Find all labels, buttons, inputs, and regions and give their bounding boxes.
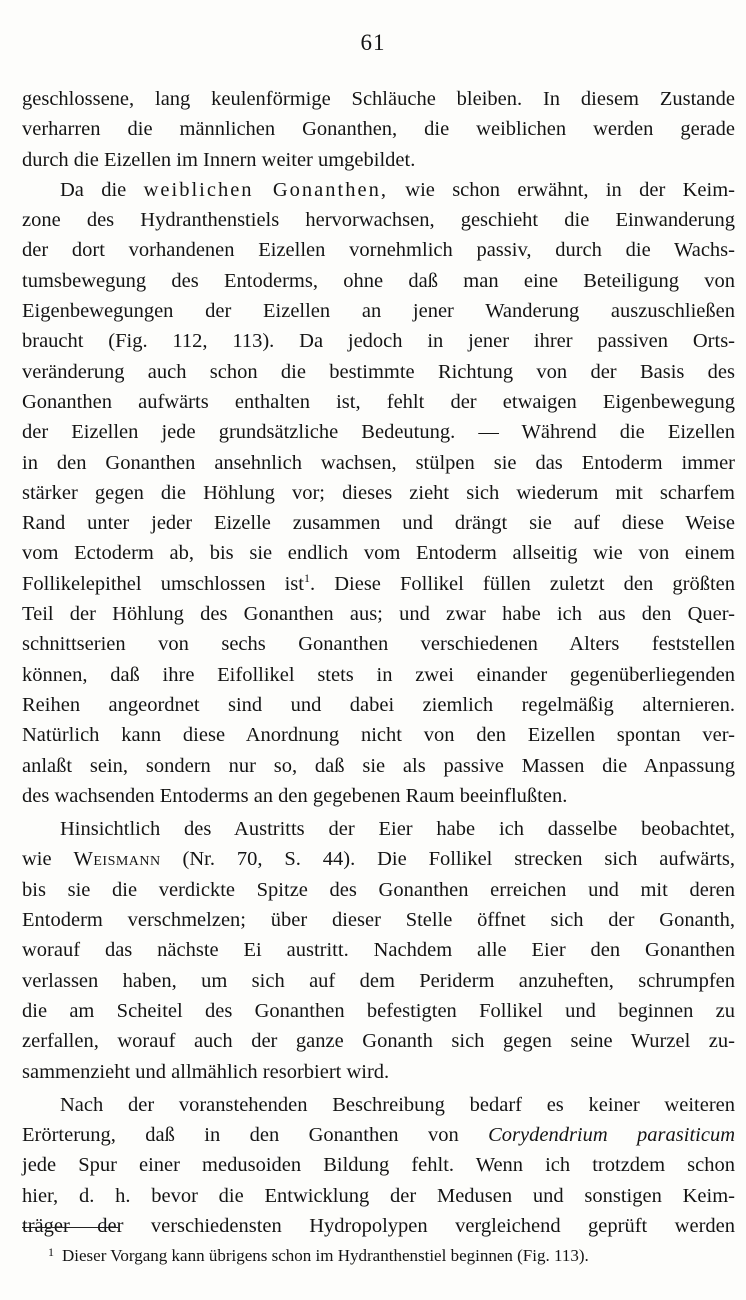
text-line: tumsbewegung des Entoderms, ohne daß man eine Beteiligung von <box>22 269 735 292</box>
species-name: Corydendrium parasiticum <box>488 1124 736 1147</box>
text-line: des wachsenden Entoderms an den gegebenen Raum beeinflußten. <box>22 784 568 807</box>
text-line: Hinsichtlich des Austritts der Eier habe ich dasselbe beobachtet, <box>60 818 735 841</box>
text-line: verlassen haben, um sich auf dem Periderm anzuheften, schrumpfen <box>22 969 735 992</box>
text-line: träger der verschiedensten Hydropolypen vergleichend geprüft werden <box>22 1214 735 1237</box>
text-line: vom Ectoderm ab, bis sie endlich vom Entoderm allseitig wie von einem <box>22 542 735 565</box>
text-line: Nach der voranstehenden Beschreibung bedarf es keiner weiteren <box>60 1093 735 1116</box>
text-line: Teil der Höhlung des Gonanthen aus; und zwar habe ich aus den Quer- <box>22 603 735 626</box>
text-line: durch die Eizellen im Innern weiter umgebildet. <box>22 148 416 171</box>
text-line: jede Spur einer medusoiden Bildung fehlt. Wenn ich trotzdem schon <box>22 1154 735 1177</box>
text-line: zone des Hydranthenstiels hervorwachsen, geschieht die Einwanderung <box>22 209 735 232</box>
text-line: braucht (Fig. 112, 113). Da jedoch in jener ihrer passiven Orts- <box>22 330 735 353</box>
text-line: können, daß ihre Eifollikel stets in zwei einander gegenüberliegenden <box>22 663 735 686</box>
text-line: der Eizellen jede grundsätzliche Bedeutung. — Während die Eizellen <box>22 421 735 444</box>
footnote-text: Dieser Vorgang kann übrigens schon im Hydranthenstiel beginnen (Fig. 113). <box>62 1246 589 1265</box>
text-line: wie Weismann (Nr. 70, S. 44). Die Follikel strecken sich aufwärts, <box>22 848 736 871</box>
text-line: der dort vorhandenen Eizellen vornehmlich passiv, durch die Wachs- <box>22 239 735 262</box>
text-line: anlaßt sein, sondern nur so, daß sie als passive Massen die Anpassung <box>22 754 735 777</box>
text-line: Erörterung, daß in den Gonanthen von Corydendrium parasiticum <box>22 1124 736 1147</box>
emphasis-spaced: weiblichen Gonanthen, <box>143 178 388 201</box>
footnote-divider <box>22 1227 118 1228</box>
body-text <box>22 84 735 1241</box>
author-name: Weismann <box>73 848 161 871</box>
footnote-marker: 1 <box>48 1245 54 1259</box>
text-line: worauf das nächste Ei austritt. Nachdem alle Eier den Gonanthen <box>22 939 735 962</box>
page-number: 61 <box>360 30 386 55</box>
text-line: hier, d. h. bevor die Entwicklung der Medusen und sonstigen Keim- <box>22 1184 735 1207</box>
text-line: Eigenbewegungen der Eizellen an jener Wanderung auszuschließen <box>22 300 735 323</box>
text-line: Follikelepithel umschlossen ist$^1$. Diese Follikel füllen zuletzt den größten <box>22 570 735 595</box>
text-line: Reihen angeordnet sind und dabei ziemlich regelmäßig alternieren. <box>22 693 735 716</box>
text-line: zerfallen, worauf auch der ganze Gonanth sich gegen seine Wurzel zu- <box>22 1030 735 1053</box>
text-line: bis sie die verdickte Spitze des Gonanthen erreichen und mit deren <box>22 878 735 901</box>
text-line: stärker gegen die Höhlung vor; dieses zieht sich wiederum mit scharfem <box>22 481 735 504</box>
text-line: sammenzieht und allmählich resorbiert wird. <box>22 1060 390 1083</box>
text-line: in den Gonanthen ansehnlich wachsen, stülpen sie das Entoderm immer <box>22 451 735 474</box>
footnote <box>22 1240 735 1268</box>
text-line: geschlossene, lang keulenförmige Schläuche bleiben. In diesem Zustande <box>22 88 735 110</box>
text-line: schnittserien von sechs Gonanthen verschiedenen Alters feststellen <box>22 633 735 656</box>
text-line: die am Scheitel des Gonanthen befestigten Follikel und beginnen zu <box>22 999 735 1022</box>
text-line: Entoderm verschmelzen; über dieser Stelle öffnet sich der Gonanth, <box>22 909 735 932</box>
text-line: Natürlich kann diese Anordnung nicht von den Eizellen spontan ver- <box>22 724 735 747</box>
text-line: Rand unter jeder Eizelle zusammen und drängt sie auf diese Weise <box>22 512 735 535</box>
text-line: Gonanthen aufwärts enthalten ist, fehlt der etwaigen Eigenbewegung <box>22 390 735 413</box>
footnote-ref: 1 <box>303 570 310 585</box>
text-line: veränderung auch schon die bestimmte Richtung von der Basis des <box>22 360 735 383</box>
text-line: Da die weiblichen Gonanthen, wie schon erwähnt, in der Keim- <box>60 178 735 201</box>
text-line: verharren die männlichen Gonanthen, die weiblichen werden gerade <box>22 118 735 141</box>
